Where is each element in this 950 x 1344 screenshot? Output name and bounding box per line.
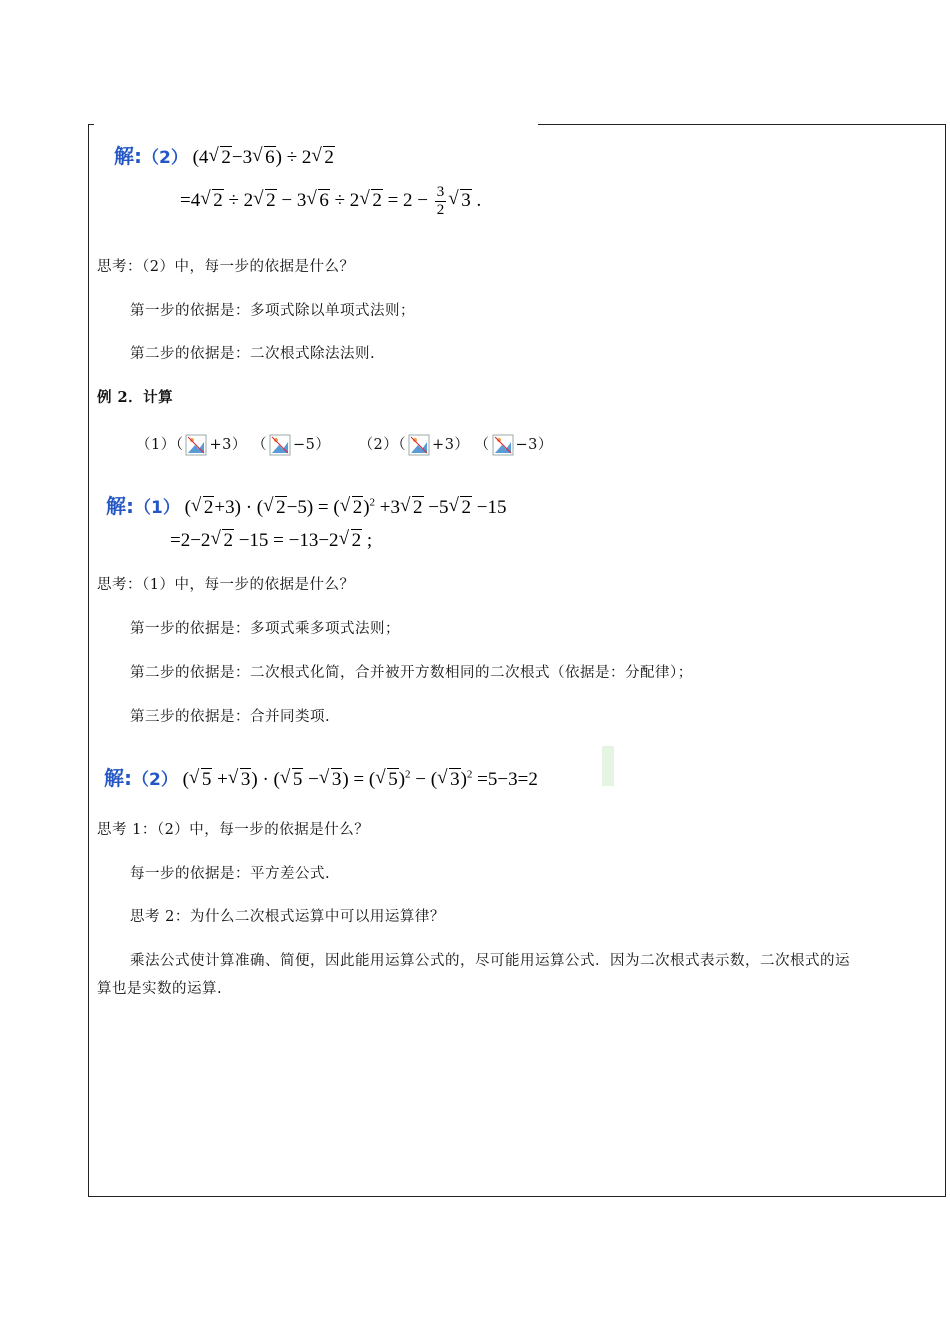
solution-1-line2: =2−2√ 2 −15 = −13−2√ 2 ; — [170, 530, 372, 552]
broken-image-icon — [185, 434, 207, 456]
think-1-label: 思考 1：（2）中，每一步的依据是什么？ — [97, 822, 370, 838]
step1-multiplication-basis: 第一步的依据是：多项式乘多项式法则； — [130, 621, 400, 637]
broken-image-icon — [269, 434, 291, 456]
broken-image-icon — [492, 434, 514, 456]
answer-line-2: 算也是实数的运算. — [97, 981, 223, 997]
example-2-problems: （1）（ +3） （ −5） （2）（ +3） （ −3） — [136, 433, 553, 456]
answer-line-1: 乘法公式使计算准确、简便，因此能用运算公式的，尽可能用运算公式．因为二次根式表示数，二次根式的运 — [130, 953, 850, 969]
highlight-mark — [602, 746, 614, 786]
fraction: $\frac{3}{2}$ — [436, 184, 445, 218]
solution-2-division-line1: 解:（2） (4√ 2−3√ 6) ÷ 2√ 2 — [114, 140, 335, 169]
step1-division-basis: 第一步的依据是：多项式除以单项式法则； — [130, 303, 415, 319]
think-2-label: 思考 2：为什么二次根式运算中可以用运算律？ — [130, 909, 445, 925]
broken-image-icon — [408, 434, 430, 456]
example-2-title: 例 2．计算 — [97, 389, 174, 406]
solution-1-line1: 解:（1） (√ 2+3) · (√ 2−5) = (√ 2)$^2$ +3√ 2 −5√ 2 −15 — [106, 490, 506, 519]
solution-2-difference-of-squares: 解:（2） (√ 5 +√ 3) · (√ 5 −√ 3) = (√ 5)$^2$ − (√ 3)$^2$ =5−3=2 — [104, 762, 538, 791]
step3-multiplication-basis: 第三步的依据是：合并同类项. — [130, 709, 331, 725]
think-2-question: 思考：（2）中，每一步的依据是什么？ — [97, 259, 355, 275]
step2-multiplication-basis: 第二步的依据是：二次根式化简，合并被开方数相同的二次根式（依据是：分配律）； — [130, 665, 693, 681]
step2-division-basis: 第二步的依据是：二次根式除法法则. — [130, 346, 376, 362]
each-step-basis: 每一步的依据是：平方差公式. — [130, 866, 331, 882]
solution-2-division-line2: =4√ 2 ÷ 2√ 2 − 3√ 6 ÷ 2√ 2 = 2 − $\frac{3}{2}$ √ 3 . — [180, 184, 481, 219]
think-1-question: 思考：（1）中，每一步的依据是什么？ — [97, 577, 355, 593]
